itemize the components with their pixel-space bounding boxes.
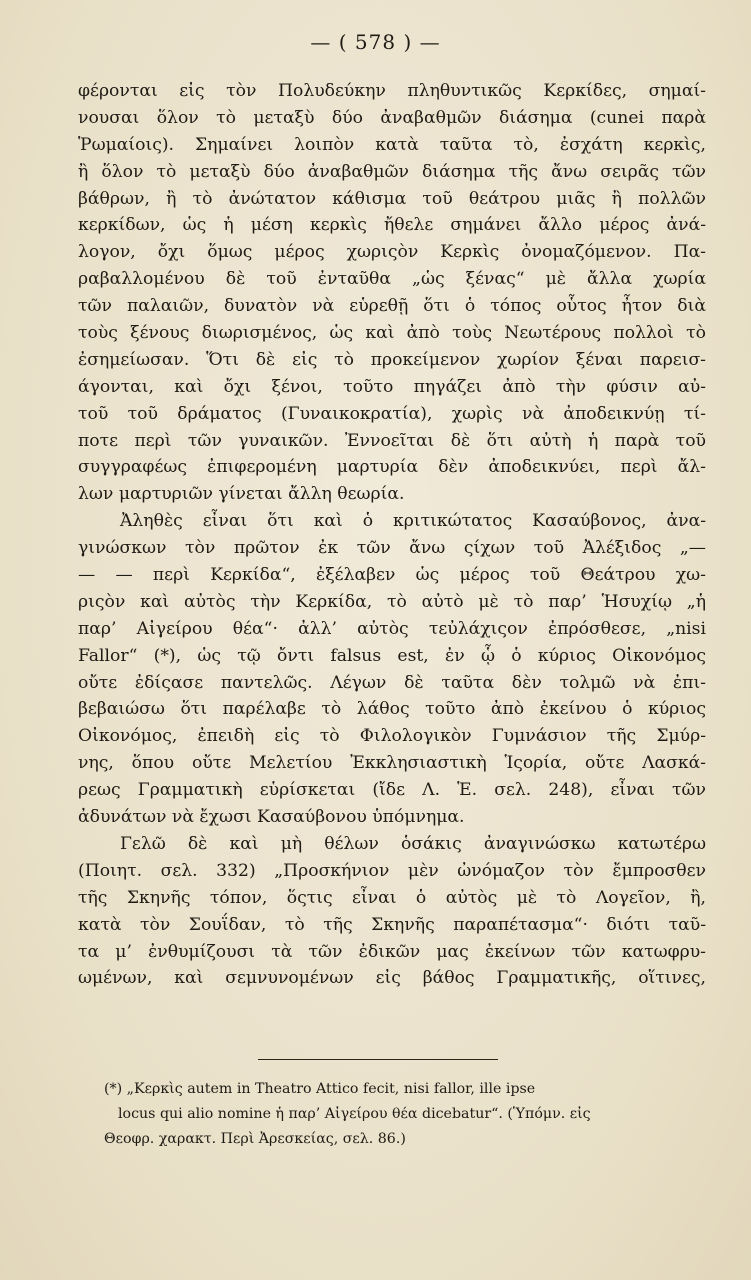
text-line: λογον, ὄχι ὅμως μέρος χωριςὸν Κερκὶς ὀνομαζόμενον. Πα- [78, 242, 706, 263]
text-line: τῆς Σκηνῆς τόπον, ὅςτις εἶναι ὁ αὐτὸς μὲ τὸ Λογεῖον, ἢ, [78, 887, 706, 908]
text-line: Fallor“ (*), ὡς τῷ ὄντι falsus est, ἐν ᾧ ὁ κύριος Οἰκονόμος [78, 645, 706, 666]
text-line: (Ποιητ. σελ. 332) „Προσκήνιον μὲν ὠνόμαζον τὸν ἔμπροσθεν [78, 860, 706, 881]
footnote-line: locus qui alio nomine ἡ παρ’ Αἰγείρου θέα dicebatur“. (Ὑπόμν. εἰς [118, 1106, 591, 1122]
text-line: γινώσκων τὸν πρῶτον ἐκ τῶν ἄνω ςίχων τοῦ Ἀλέξιδος „— [78, 538, 706, 559]
text-line: κερκίδων, ὡς ἡ μέση κερκὶς ἤθελε σημάνει ἄλλο μέρος ἀνά- [78, 215, 706, 236]
text-line: τοὺς ξένους διωρισμένος, ὡς καὶ ἀπὸ τοὺς Νεωτέρους πολλοὶ τὸ [78, 323, 706, 344]
text-line: νης, ὅπου οὔτε Μελετίου Ἐκκλησιαστικὴ Ἱςορία, οὔτε Λασκά- [78, 753, 706, 774]
text-line: ἢ ὅλον τὸ μεταξὺ δύο ἀναβαθμῶν διάσημα τῆς ἄνω σειρᾶς τῶν [78, 161, 706, 182]
footnote [104, 1077, 751, 1152]
text-line: ωμένων, καὶ σεμνυνομένων εἰς βάθος Γραμματικῆς, οἵτινες, [78, 968, 706, 989]
text-line: παρ’ Αἰγείρου θέα“· ἀλλ’ αὐτὸς τεὐλάχιςον ἐπρόσθεσε, „nisi [78, 618, 706, 639]
footnote-divider [258, 1059, 498, 1060]
text-line: ρεως Γραμματικὴ εὑρίσκεται (ἴδε Λ. Ἑ. σελ. 248), εἶναι τῶν [78, 780, 706, 801]
text-line: ἐσημείωσαν. Ὅτι δὲ εἰς τὸ προκείμενον χωρίον ξέναι παρεισ- [78, 349, 706, 370]
page-number: — ( 578 ) — [310, 30, 441, 54]
text-line: ραβαλλομένου δὲ τοῦ ἐνταῦθα „ὡς ξένας“ μὲ ἄλλα χωρία [78, 269, 706, 290]
text-line: — — περὶ Κερκίδα“, ἐξέλαβεν ὡς μέρος τοῦ Θεάτρου χω- [78, 565, 706, 586]
text-line: Ῥωμαίοις). Σημαίνει λοιπὸν κατὰ ταῦτα τὸ, ἐσχάτη κερκὶς, [78, 134, 706, 155]
main-text [78, 78, 706, 992]
text-line: τα μ’ ἐνθυμίζουσι τὰ τῶν ἐδικῶν μας ἐκείνων τῶν κατωφρυ- [78, 941, 706, 962]
text-line: Οἰκονόμος, ἐπειδὴ εἰς τὸ Φιλολογικὸν Γυμνάσιον τῆς Σμύρ- [78, 726, 706, 747]
text-line: φέρονται εἰς τὸν Πολυδεύκην πληθυντικῶς Κερκίδες, σημαί- [78, 81, 706, 101]
text-line: βάθρων, ἢ τὸ ἀνώτατον κάθισμα τοῦ θεάτρου μιᾶς ἢ πολλῶν [78, 188, 706, 209]
text-line: Ἀληθὲς εἶναι ὅτι καὶ ὁ κριτικώτατος Κασαύβονος, ἀνα- [120, 511, 706, 532]
text-line: λων μαρτυριῶν γίνεται ἄλλη θεωρία. [78, 484, 405, 505]
text-line: ριςὸν καὶ αὐτὸς τὴν Κερκίδα, τὸ αὐτὸ μὲ τὸ παρ’ Ἡσυχίῳ „ἡ [78, 591, 706, 612]
text-line: νουσαι ὅλον τὸ μεταξὺ δύο ἀναβαθμῶν διάσημα (cunei παρὰ [78, 107, 706, 128]
text-line: κατὰ τὸν Σουΐδαν, τὸ τῆς Σκηνῆς παραπέτασμα“· διότι ταῦ- [78, 914, 706, 935]
footnote-line: (*) „Κερκὶς autem in Theatro Attico fecit, nisi fallor, ille ipse [104, 1081, 536, 1097]
text-line: ποτε περὶ τῶν γυναικῶν. Ἐννοεῖται δὲ ὅτι αὐτὴ ἡ παρὰ τοῦ [78, 430, 706, 451]
text-line: Γελῶ δὲ καὶ μὴ θέλων ὁσάκις ἀναγινώσκω κατωτέρω [120, 833, 706, 854]
text-line: ἀδυνάτων νὰ ἔχωσι Κασαύβονου ὑπόμνημα. [78, 807, 465, 828]
text-line: τοῦ τοῦ δράματος (Γυναικοκρατία), χωρὶς νὰ ἀποδεικνύῃ τί- [78, 403, 706, 424]
text-line: βεβαιώσω ὅτι παρέλαβε τὸ λάθος τοῦτο ἀπὸ ἐκείνου ὁ κύριος [78, 699, 706, 720]
text-line: τῶν παλαιῶν, δυνατὸν νὰ εὑρεθῇ ὅτι ὁ τόπος οὗτος ἦτον διὰ [78, 296, 706, 317]
text-line: συγγραφέως ἐπιφερομένη μαρτυρία δὲν ἀποδεικνύει, περὶ ἄλ- [78, 457, 706, 478]
footnote-line: Θεοφρ. χαρακτ. Περὶ Ἀρεσκείας, σελ. 86.) [104, 1131, 406, 1147]
text-line: άγονται, καὶ ὄχι ξένοι, τοῦτο πηγάζει ἀπὸ τὴν φύσιν αὐ- [78, 376, 706, 397]
text-line: οὔτε ἐδίςασε παντελῶς. Λέγων δὲ ταῦτα δὲν τολμῶ νὰ ἐπι- [78, 672, 706, 693]
